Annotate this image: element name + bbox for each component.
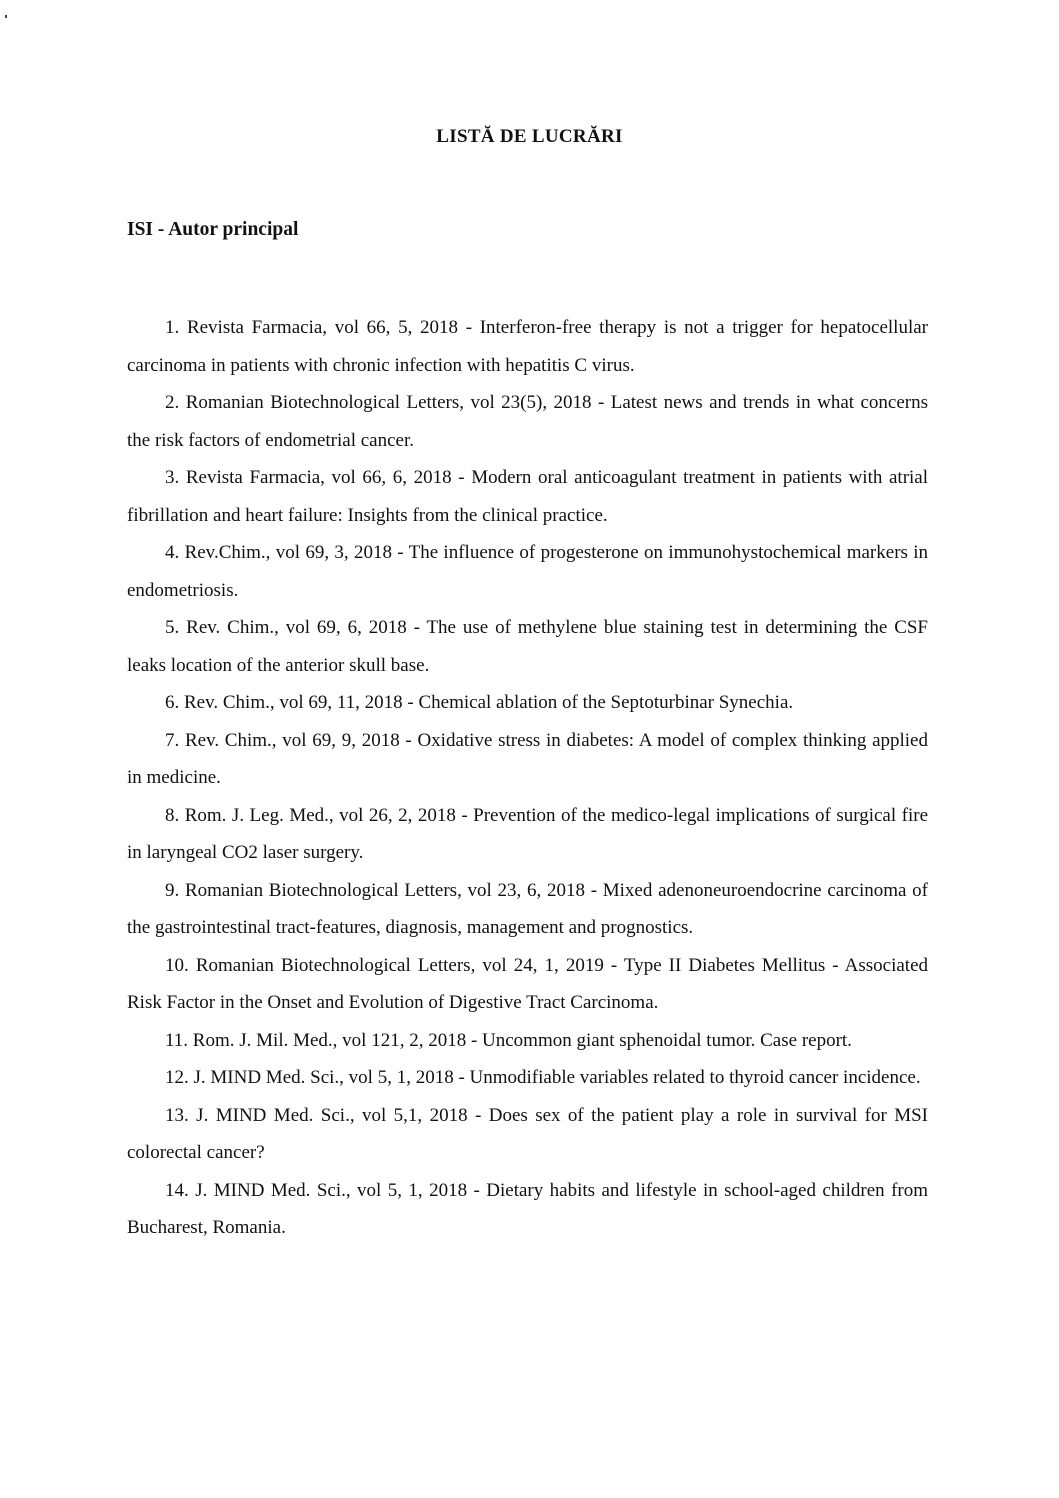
item-text: Rom. J. Leg. Med., vol 26, 2, 2018 - Prevention of the medico-legal implications of surgical fire in laryngeal CO2 laser surgery. xyxy=(127,804,928,863)
item-number: 5. xyxy=(165,617,180,638)
item-text: J. MIND Med. Sci., vol 5, 1, 2018 - Dietary habits and lifestyle in school-aged children from Bucharest, Romania. xyxy=(127,1179,929,1238)
item-number: 4. xyxy=(165,542,180,563)
publication-list xyxy=(127,309,928,1247)
item-number: 3. xyxy=(165,467,180,488)
item-text: Revista Farmacia, vol 66, 5, 2018 - Interferon-free therapy is not a trigger for hepatocellular carcinoma in patients with chronic infection with hepatitis C virus. xyxy=(127,317,928,376)
list-item xyxy=(127,384,928,459)
item-number: 10. xyxy=(165,954,189,976)
item-number: 13. xyxy=(165,1104,189,1126)
item-number: 11. xyxy=(165,1029,189,1051)
list-item xyxy=(127,872,928,947)
list-item xyxy=(127,1172,928,1247)
item-number: 7. xyxy=(165,729,180,751)
item-text: J. MIND Med. Sci., vol 5,1, 2018 - Does sex of the patient play a role in survival for MSI colorectal cancer? xyxy=(127,1104,928,1163)
list-item xyxy=(127,797,928,872)
item-number: 8. xyxy=(165,804,180,826)
list-item xyxy=(127,1097,928,1172)
scan-speck xyxy=(5,15,7,18)
item-number: 1. xyxy=(165,317,180,338)
list-item xyxy=(127,722,928,797)
item-text: Rev. Chim., vol 69, 9, 2018 - Oxidative stress in diabetes: A model of complex thinking applied in medicine. xyxy=(127,729,928,788)
item-text: Romanian Biotechnological Letters, vol 24, 1, 2019 - Type II Diabetes Mellitus - Associated Risk Factor in the Onset and Evolution of Digestive Tract Carcinoma. xyxy=(127,954,929,1013)
list-item xyxy=(127,609,928,684)
section-heading: ISI - Autor principal xyxy=(127,219,299,240)
item-text: Romanian Biotechnological Letters, vol 23(5), 2018 - Latest news and trends in what concerns the risk factors of endometrial cancer. xyxy=(127,392,928,451)
list-item xyxy=(127,309,928,384)
item-number: 2. xyxy=(165,392,180,413)
item-number: 9. xyxy=(165,879,180,901)
item-text: J. MIND Med. Sci., vol 5, 1, 2018 - Unmodifiable variables related to thyroid cancer incidence. xyxy=(193,1067,921,1088)
list-item xyxy=(127,534,928,609)
item-text: Romanian Biotechnological Letters, vol 23, 6, 2018 - Mixed adenoneuroendocrine carcinoma of the gastrointestinal tract-features, diagnosis, management and prognostics. xyxy=(127,879,929,938)
item-text: Rev.Chim., vol 69, 3, 2018 - The influence of progesterone on immunohystochemical markers in endometriosis. xyxy=(127,542,929,601)
item-number: 14. xyxy=(165,1179,189,1201)
item-text: Rev. Chim., vol 69, 6, 2018 - The use of methylene blue staining test in determining the CSF leaks location of the anterior skull base. xyxy=(127,617,929,676)
document-title: LISTĂ DE LUCRĂRI xyxy=(436,126,623,147)
item-text: Revista Farmacia, vol 66, 6, 2018 - Modern oral anticoagulant treatment in patients with atrial fibrillation and heart failure: Insights from the clinical practice. xyxy=(127,467,929,526)
list-item xyxy=(127,459,928,534)
list-item xyxy=(127,947,928,1022)
item-text: Rev. Chim., vol 69, 11, 2018 - Chemical ablation of the Septoturbinar Synechia. xyxy=(184,692,794,713)
item-number: 12. xyxy=(165,1067,189,1088)
item-text: Rom. J. Mil. Med., vol 121, 2, 2018 - Uncommon giant sphenoidal tumor. Case report. xyxy=(192,1029,852,1051)
list-item xyxy=(127,1059,928,1097)
list-item xyxy=(127,1022,928,1060)
item-number: 6. xyxy=(165,692,180,713)
list-item xyxy=(127,684,928,722)
